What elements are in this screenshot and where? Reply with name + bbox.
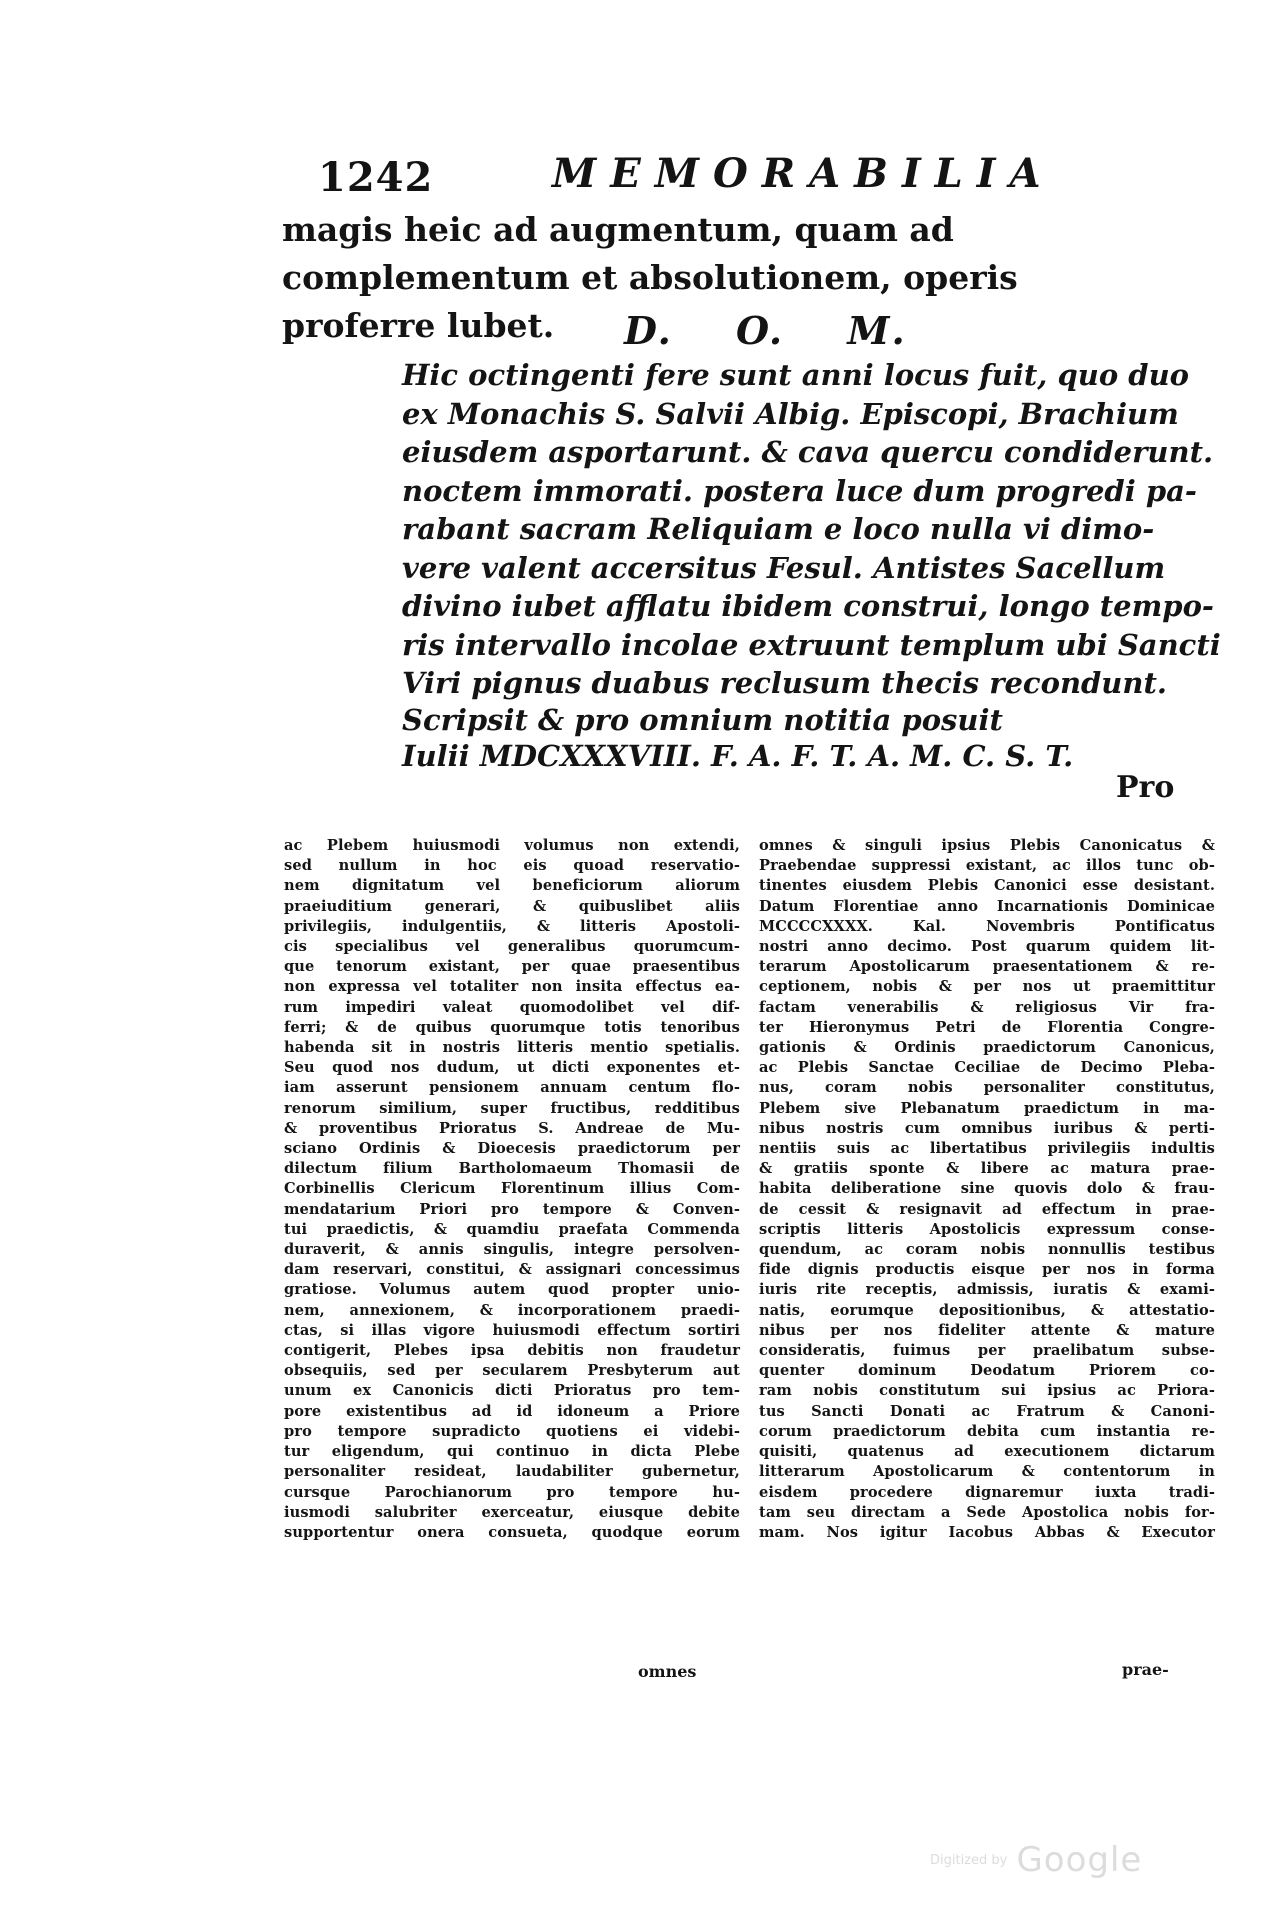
- text-line: que tenorum existant, per quae praesentibus: [284, 958, 740, 976]
- text-line: tinentes eiusdem Plebis Canonici esse desistant.: [759, 877, 1215, 895]
- text-line: nostri anno decimo. Post quarum quidem lit-: [759, 938, 1215, 956]
- text-line: & gratiis sponte & libere ac matura prae-: [759, 1160, 1215, 1178]
- text-line: cis specialibus vel generalibus quorumcum-: [284, 938, 740, 956]
- text-line: privilegiis, indulgentiis, & litteris Apostoli-: [284, 917, 740, 935]
- text-line: habita deliberatione sine quovis dolo & frau-: [759, 1180, 1215, 1198]
- text-line: quenter dominum Deodatum Priorem co-: [759, 1362, 1215, 1380]
- running-head: MEMORABILIA: [552, 150, 1055, 197]
- text-line: consideratis, fuimus per praelibatum subse-: [759, 1342, 1215, 1360]
- text-line: omnes & singuli ipsius Plebis Canonicatus &: [759, 837, 1215, 854]
- text-line: eisdem procedere dignaremur iuxta tradi-: [759, 1483, 1215, 1501]
- inscription-line: eiusdem asportarunt. & cava quercu condiderunt.: [402, 435, 1214, 469]
- text-line: tus Sancti Donati ac Fratrum & Canoni-: [759, 1402, 1215, 1420]
- text-line: nibus nostris cum omnibus iuribus & perti-: [759, 1119, 1215, 1137]
- text-line: MCCCCXXXX. Kal. Novembris Pontificatus: [759, 917, 1215, 935]
- intro-text: magis heic ad augmentum, quam ad complementum et absolutionem, operis proferre lubet.: [282, 210, 1018, 345]
- text-line: quisiti, quatenus ad executionem dictarum: [759, 1443, 1215, 1461]
- text-line: Corbinellis Clericum Florentinum illius Com-: [284, 1180, 740, 1198]
- text-line: pore existentibus ad id idoneum a Priore: [284, 1402, 740, 1420]
- watermark-small-text: Digitized by: [930, 1852, 1008, 1868]
- inscription-signature: [402, 702, 1082, 774]
- right-catchword: prae-: [1122, 1660, 1169, 1679]
- text-line: Praebendae suppressi existant, ac illos tunc ob-: [759, 857, 1215, 875]
- inscription-line: ris intervallo incolae extruunt templum ubi Sancti: [402, 627, 1221, 662]
- text-line: personaliter resideat, laudabiliter gubernetur,: [284, 1463, 740, 1481]
- text-line: contigerit, Plebes ipsa debitis non fraudetur: [284, 1342, 740, 1360]
- text-line: quendum, ac coram nobis nonnullis testibus: [759, 1241, 1215, 1259]
- text-line: & proventibus Prioratus S. Andreae de Mu-: [284, 1119, 740, 1137]
- text-line: tui praedictis, & quamdiu praefata Commenda: [284, 1220, 740, 1238]
- text-line: nem, annexionem, & incorporationem praedi-: [284, 1301, 740, 1319]
- text-line: pro tempore supradicto quotiens ei videbi-: [284, 1422, 740, 1440]
- text-line: ctas, si illas vigore huiusmodi effectum sortiri: [284, 1321, 740, 1339]
- text-line: iuris rite receptis, admissis, iuratis & exami-: [759, 1281, 1215, 1299]
- text-line: nibus per nos fideliter attente & mature: [759, 1321, 1215, 1339]
- text-line: litterarum Apostolicarum & contentorum in: [759, 1463, 1215, 1481]
- digitization-watermark: [930, 1840, 1142, 1880]
- text-line: factam venerabilis & religiosus Vir fra-: [759, 998, 1215, 1016]
- text-line: nentiis suis ac libertatibus privilegiis indultis: [759, 1140, 1215, 1158]
- text-line: ac Plebem huiusmodi volumus non extendi,: [284, 837, 740, 854]
- inscription-line: rabant sacram Reliquiam e loco nulla vi dimo-: [402, 512, 1155, 546]
- signature-line: Scripsit & pro omnium notitia posuit: [402, 703, 1003, 737]
- text-line: gationis & Ordinis praedictorum Canonicus,: [759, 1039, 1215, 1057]
- text-line: ram nobis constitutum sui ipsius ac Priora-: [759, 1382, 1215, 1400]
- text-line: sciano Ordinis & Dioecesis praedictorum per: [284, 1140, 740, 1158]
- text-line: dam reservari, constitui, & assignari concessimus: [284, 1261, 740, 1279]
- text-line: dilectum filium Bartholomaeum Thomasii de: [284, 1160, 740, 1178]
- inscription-line: divino iubet afflatu ibidem construi, longo tempo-: [402, 589, 1214, 623]
- text-line: praeiuditium generari, & quibuslibet aliis: [284, 897, 740, 915]
- text-line: gratiose. Volumus autem quod propter unio-: [284, 1281, 740, 1299]
- text-line: habenda sit in nostris litteris mentio spetialis.: [284, 1039, 740, 1057]
- text-line: fide dignis productis eisque per nos in forma: [759, 1261, 1215, 1279]
- text-line: tam seu directam a Sede Apostolica nobis for-: [759, 1503, 1215, 1521]
- text-line: renorum similium, super fructibus, redditibus: [284, 1099, 740, 1117]
- left-column: [284, 836, 740, 1543]
- text-line: Seu quod nos dudum, ut dicti exponentes et-: [284, 1059, 740, 1077]
- text-line: cursque Parochianorum pro tempore hu-: [284, 1483, 740, 1501]
- text-line: Plebem sive Plebanatum praedictum in ma-: [759, 1099, 1215, 1117]
- text-line: sed nullum in hoc eis quoad reservatio-: [284, 857, 740, 875]
- inscription-line: Viri pignus duabus reclusum thecis recondunt.: [402, 666, 1167, 700]
- text-line: nem dignitatum vel beneficiorum aliorum: [284, 877, 740, 895]
- text-line: iam asserunt pensionem annuam centum flo-: [284, 1079, 740, 1097]
- text-line: mam. Nos igitur Iacobus Abbas & Executor: [759, 1523, 1215, 1541]
- inscription-heading: D. O. M.: [624, 308, 907, 353]
- text-line: ceptionem, nobis & per nos ut praemittitur: [759, 978, 1215, 996]
- inscription-line: vere valent accersitus Fesul. Antistes Sacellum: [402, 550, 1166, 585]
- text-line: non expressa vel totaliter non insita effectus ea-: [284, 978, 740, 996]
- text-line: ferri; & de quibus quorumque totis tenoribus: [284, 1018, 740, 1036]
- right-column: [759, 836, 1215, 1543]
- text-line: de cessit & resignavit ad effectum in prae-: [759, 1200, 1215, 1218]
- text-line: mendatarium Priori pro tempore & Conven-: [284, 1200, 740, 1218]
- inscription-line: Hic octingenti fere sunt anni locus fuit, quo duo: [402, 358, 1189, 392]
- text-line: supportentur onera consueta, quodque eorum: [284, 1523, 740, 1541]
- catchword: Pro: [1116, 770, 1175, 805]
- inscription-line: ex Monachis S. Salvii Albig. Episcopi, Brachium: [402, 396, 1179, 431]
- text-line: iusmodi salubriter exerceatur, eiusque debite: [284, 1503, 740, 1521]
- page-number: 1242: [318, 154, 434, 201]
- text-line: corum praedictorum debita cum instantia re-: [759, 1422, 1215, 1440]
- watermark-logo-text: Google: [1016, 1840, 1143, 1880]
- text-line: scriptis litteris Apostolicis expressum conse-: [759, 1220, 1215, 1238]
- text-line: ter Hieronymus Petri de Florentia Congre-: [759, 1018, 1215, 1036]
- left-catchword: omnes: [638, 1662, 697, 1681]
- text-line: nus, coram nobis personaliter constitutus,: [759, 1079, 1215, 1097]
- text-line: unum ex Canonicis dicti Prioratus pro tem-: [284, 1382, 740, 1400]
- text-line: tur eligendum, qui continuo in dicta Plebe: [284, 1443, 740, 1461]
- text-line: terarum Apostolicarum praesentationem & re-: [759, 958, 1215, 976]
- inscription-line: noctem immorati. postera luce dum progredi pa-: [402, 473, 1197, 508]
- text-line: natis, eorumque depositionibus, & attestatio-: [759, 1301, 1215, 1319]
- text-line: ac Plebis Sanctae Ceciliae de Decimo Pleba-: [759, 1059, 1215, 1077]
- inscription-block: [402, 356, 1221, 703]
- text-line: rum impediri valeat quomodolibet vel dif-: [284, 998, 740, 1016]
- text-line: Datum Florentiae anno Incarnationis Dominicae: [759, 897, 1215, 915]
- signature-line: Iulii MDCXXXVIII. F. A. F. T. A. M. C. S. T.: [402, 739, 1074, 773]
- text-line: duraverit, & annis singulis, integre persolven-: [284, 1241, 740, 1259]
- text-line: obsequiis, sed per secularem Presbyterum aut: [284, 1362, 740, 1380]
